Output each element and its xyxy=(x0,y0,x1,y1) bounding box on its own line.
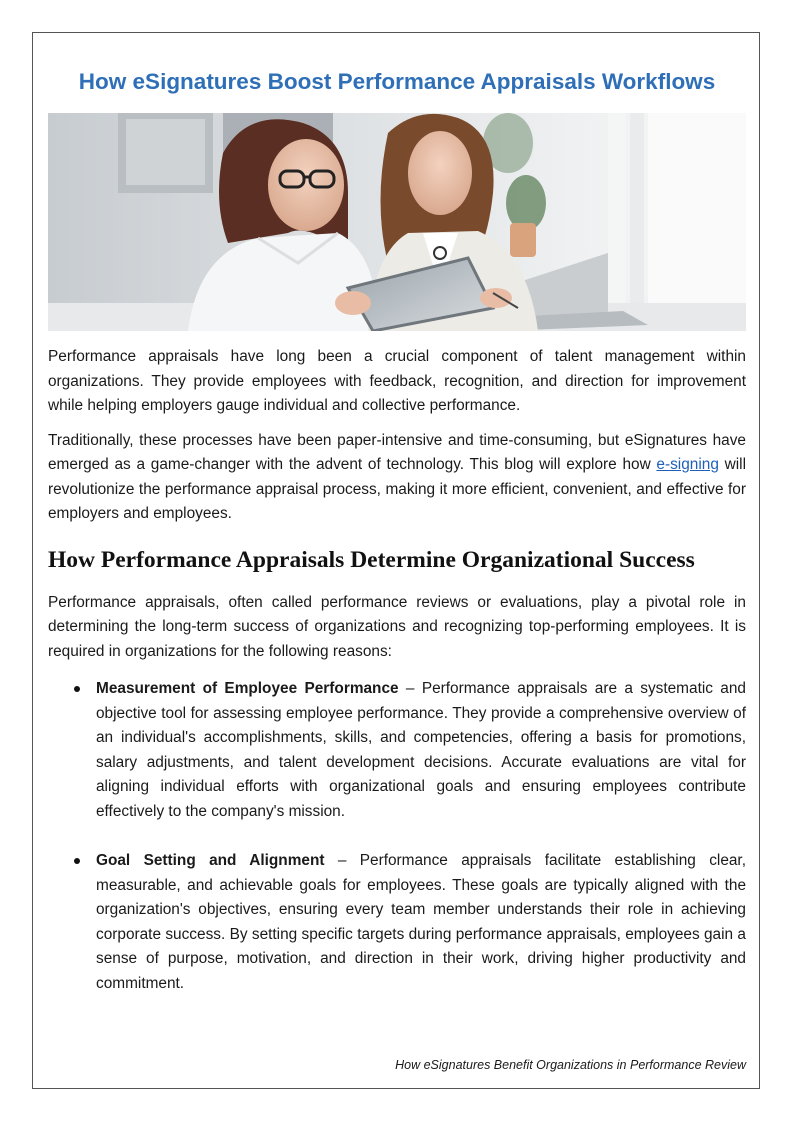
section-paragraph: Performance appraisals, often called performance reviews or evaluations, play a pivotal role in determining the long-term success of organizations and recognizing top-performing employees. It is required in organizations for the following reasons: xyxy=(48,593,746,660)
reason-separator: – xyxy=(324,852,360,869)
intro-paragraph-1: Performance appraisals have long been a crucial component of talent management within organizations. They provide employees with feedback, recognition, and direction for improvement while helping employers gauge individual and collective performance. xyxy=(48,348,746,414)
list-item xyxy=(48,849,746,996)
bullet-icon xyxy=(74,686,80,692)
reason-term: Measurement of Employee Performance xyxy=(96,680,399,697)
intro-paragraph-2 xyxy=(48,429,746,527)
list-item xyxy=(48,677,746,824)
reason-text: Performance appraisals are a systematic and objective tool for assessing employee performance. They provide a comprehensive overview of an individual's accomplishments, skills, and competencies, offering a basis for promotions, salary adjustments, and talent development decisions. Accurate evaluations are vital for aligning individual efforts with organizational goals and ensuring employees contribute effectively to the company's mission. xyxy=(96,680,746,820)
document-title: How eSignatures Boost Performance Appraisals Workflows xyxy=(78,69,716,94)
footer-note: How eSignatures Benefit Organizations in Performance Review xyxy=(395,1058,746,1072)
reason-separator: – xyxy=(398,680,422,697)
section-heading: How Performance Appraisals Determine Organizational Success xyxy=(48,546,695,573)
intro-paragraph-2-before-link: Traditionally, these processes have been paper-intensive and time-consuming, but eSignatures have emerged as a game-changer with the advent of technology. This blog will explore how xyxy=(48,431,746,473)
reason-text: Performance appraisals facilitate establishing clear, measurable, and achievable goals for employees. These goals are typically aligned with the organization's objectives, ensuring every team member understands their role in achieving corporate success. By setting specific targets during performance appraisals, employees gain a sense of purpose, motivation, and direction in their work, driving higher productivity and commitment. xyxy=(96,852,746,992)
intro-paragraph-2-after-link: will revolutionize the performance appraisal process, making it more efficient, convenient, and effective for employers and employees. xyxy=(48,456,746,522)
document-content xyxy=(48,66,746,996)
hero-image xyxy=(48,113,746,331)
reasons-list xyxy=(48,677,746,996)
bullet-icon xyxy=(74,858,80,864)
reason-term: Goal Setting and Alignment xyxy=(96,852,325,869)
e-signing-link[interactable]: e-signing xyxy=(656,456,719,473)
